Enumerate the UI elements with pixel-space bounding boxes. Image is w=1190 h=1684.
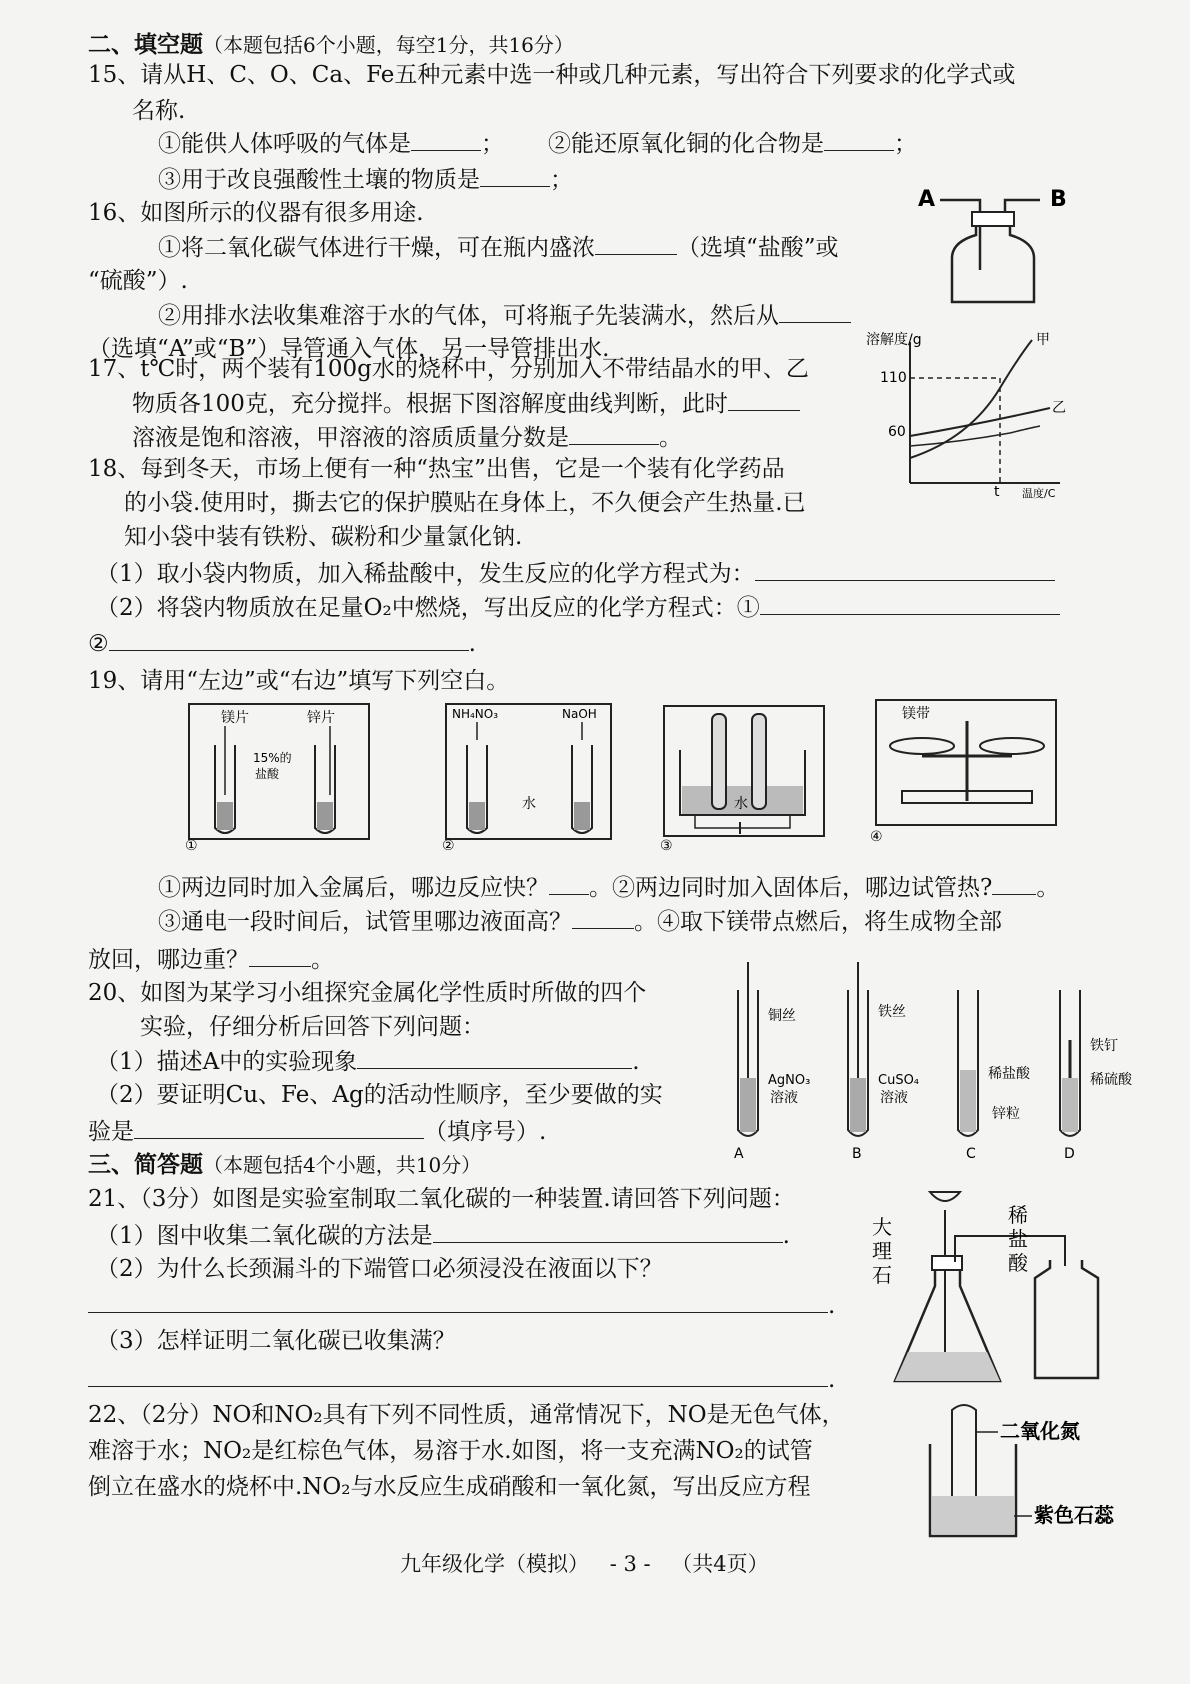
q20-tube-c-label-1: 稀盐酸 xyxy=(988,1066,1030,1082)
q20-label-c: C xyxy=(966,1146,976,1162)
q20-liquid-d xyxy=(1062,1078,1078,1132)
q19-figure-3 xyxy=(660,700,830,854)
q17-solubility-chart xyxy=(860,328,1090,498)
q21-p2-blank[interactable] xyxy=(88,1290,828,1313)
q19-f2-left-label: NH₄NO₃ xyxy=(452,707,499,721)
q20-p1-text: （1）描述A中的实验现象 xyxy=(96,1049,358,1075)
q16-a2: “硫酸”）. xyxy=(88,268,188,294)
q15-b-end: ； xyxy=(894,131,917,157)
section-3-desc: （本题包括4个小题，共10分） xyxy=(203,1153,482,1177)
q19-f2-number: ② xyxy=(442,838,455,854)
q16-b2: （选填“A”或“B”）导管通入气体，另一导管排出水. xyxy=(88,336,610,362)
q17-xlabel: 温度/C xyxy=(1022,487,1056,500)
q16-b1 xyxy=(158,300,851,331)
q17-tick-t: t xyxy=(994,484,1000,500)
q19-f3-tube-right xyxy=(752,714,766,809)
q16-a1 xyxy=(158,232,839,263)
q20-line1: 20、如图为某学习小组探究金属化学性质时所做的四个 xyxy=(88,980,647,1006)
q20-tube-b-label-2: CuSO₄ xyxy=(878,1073,920,1088)
q17-blank-2[interactable] xyxy=(569,422,659,445)
q19-a3-end: 。 xyxy=(311,947,334,973)
q16-fig-label-a: A xyxy=(918,187,936,212)
q19-figure-2 xyxy=(442,700,622,854)
section-2-title: 二、填空题 xyxy=(88,31,203,58)
q16-b1-blank[interactable] xyxy=(779,300,851,323)
q21-p1-blank[interactable] xyxy=(433,1220,783,1243)
q21-p3-dot: . xyxy=(828,1367,836,1393)
q18-p3-text: ② xyxy=(88,631,109,657)
q21-p2: （2）为什么长颈漏斗的下端管口必须浸没在液面以下？ xyxy=(96,1256,663,1282)
q22-line1: 22、（2分）NO和NO₂具有下列不同性质，通常情况下，NO是无色气体， xyxy=(88,1402,845,1428)
q22-label-litmus: 紫色石蕊 xyxy=(1034,1503,1114,1527)
q21-acid-2: 盐 xyxy=(1008,1227,1028,1251)
q19-figure-1 xyxy=(185,700,385,854)
q19-a1-blank-2[interactable] xyxy=(992,872,1036,895)
q20-p1-blank[interactable] xyxy=(357,1046,632,1069)
section-3-title: 三、简答题 xyxy=(88,1151,203,1178)
q15-line1: 15、请从H、C、O、Ca、Fe五种元素中选一种或几种元素，写出符合下列要求的化学式或 xyxy=(88,62,1016,88)
q21-stopper xyxy=(932,1256,962,1270)
section-2-header xyxy=(88,30,574,60)
q15-a-text: ①能供人体呼吸的气体是 xyxy=(158,131,411,157)
q18-line1: 18、每到冬天，市场上便有一种“热宝”出售，它是一个装有化学药品 xyxy=(88,456,785,482)
q19-f2-water-label: 水 xyxy=(522,796,536,812)
q20-p1 xyxy=(96,1046,640,1077)
q19-f4-label: 镁带 xyxy=(902,706,930,722)
q20-tube-a-label-3: 溶液 xyxy=(770,1090,798,1106)
page-footer xyxy=(400,1548,769,1578)
q21-flask-liquid xyxy=(895,1352,1000,1381)
q19-f1-right-label: 锌片 xyxy=(307,710,335,726)
q20-liquid-c xyxy=(960,1070,976,1132)
q20-tube-a-label-2: AgNO₃ xyxy=(768,1073,811,1088)
q20-p1-end: . xyxy=(632,1049,640,1075)
q22-line2: 难溶于水；NO₂是红棕色气体，易溶于水.如图，将一支充满NO₂的试管 xyxy=(88,1438,813,1464)
q17-curve-yi xyxy=(910,408,1050,436)
q17-line2-text: 物质各100克，充分搅拌。根据下图溶解度曲线判断，此时 xyxy=(132,391,728,417)
q16-a1-blank[interactable] xyxy=(595,232,677,255)
q19-a1-end: 。②两边同时加入固体后，哪边试管热? xyxy=(589,875,993,901)
q15-a-end: ； xyxy=(481,131,504,157)
q19-line1: 19、请用“左边”或“右边”填写下列空白。 xyxy=(88,668,510,694)
q15-b-blank[interactable] xyxy=(824,128,894,151)
q21-p3-blank[interactable] xyxy=(88,1364,828,1387)
q20-label-a: A xyxy=(734,1146,744,1162)
q16-fig-label-b: B xyxy=(1050,187,1067,212)
q19-f2-right-label: NaOH xyxy=(562,707,597,721)
q21-co2-apparatus xyxy=(860,1186,1130,1391)
q19-f3-water-label: 水 xyxy=(734,796,748,812)
q19-f3-wire xyxy=(695,815,790,828)
q19-f4-pan-right xyxy=(980,738,1044,754)
q22-label-no2: 二氧化氮 xyxy=(1000,1419,1080,1443)
q19-a3-text: 放回，哪边重？ xyxy=(88,947,249,973)
q19-f1-left-label: 镁片 xyxy=(221,710,249,726)
footer-page: - 3 - xyxy=(609,1552,651,1576)
q19-f3-number: ③ xyxy=(660,838,673,854)
q15-a-blank[interactable] xyxy=(411,128,481,151)
q20-p3-blank[interactable] xyxy=(134,1116,424,1139)
q18-line3: 知小袋中装有铁粉、碳粉和少量氯化钠. xyxy=(124,524,523,550)
q19-a3-blank[interactable] xyxy=(249,944,311,967)
q19-a1-text: ①两边同时加入金属后，哪边反应快？ xyxy=(158,875,549,901)
q20-p3-text: 验是 xyxy=(88,1119,134,1145)
q17-label-yi: 乙 xyxy=(1052,400,1066,416)
q17-line1: 17、t℃时，两个装有100g水的烧杯中，分别加入不带结晶水的甲、乙 xyxy=(88,356,809,382)
q16-bottle-stopper xyxy=(972,212,1014,226)
q15-c xyxy=(158,164,573,195)
q20-tube-a-label-1: 铜丝 xyxy=(768,1008,796,1024)
q20-tube-d-label-1: 铁钉 xyxy=(1090,1038,1118,1054)
q19-a1 xyxy=(158,872,1059,903)
q18-p2-text: （2）将袋内物质放在足量O₂中燃烧，写出反应的化学方程式：① xyxy=(96,595,760,621)
q15-b xyxy=(548,128,917,159)
section-2-desc: （本题包括6个小题，每空1分，共16分） xyxy=(203,33,574,57)
q19-f1-liquid-right xyxy=(317,802,333,830)
q16-a1-end: （选填“盐酸”或 xyxy=(677,235,839,261)
q17-line3-text: 溶液是饱和溶液，甲溶液的溶质质量分数是 xyxy=(132,425,569,451)
q20-test-tubes-figure xyxy=(720,960,1170,1160)
q21-p2-answer xyxy=(88,1290,835,1321)
q20-tube-c-label-2: 锌粒 xyxy=(992,1106,1020,1122)
q19-f1-liquid-left xyxy=(217,802,233,830)
q21-acid-1: 稀 xyxy=(1008,1203,1028,1227)
q17-line3-end: 。 xyxy=(659,425,682,451)
q19-a2-blank[interactable] xyxy=(572,906,634,929)
q21-funnel xyxy=(930,1192,960,1201)
q21-p1 xyxy=(96,1220,790,1251)
q18-p2-blank[interactable] xyxy=(760,592,1060,615)
q17-line3 xyxy=(132,422,682,453)
q21-marble-2: 理 xyxy=(872,1239,892,1263)
q22-beaker-liquid xyxy=(932,1496,1014,1534)
q16-a1-text: ①将二氧化碳气体进行干燥，可在瓶内盛浓 xyxy=(158,235,595,261)
q15-c-text: ③用于改良强酸性土壤的物质是 xyxy=(158,167,480,193)
q17-tick-110: 110 xyxy=(880,370,907,386)
q16-bottle-figure xyxy=(910,180,1080,310)
q18-p3-blank[interactable] xyxy=(109,628,469,651)
q16-bottle-tubes xyxy=(940,200,1040,270)
q17-curve-aux xyxy=(910,426,1040,446)
q18-line2: 的小袋.使用时，撕去它的保护膜贴在身体上，不久便会产生热量.已 xyxy=(124,490,806,516)
footer-total: （共4页） xyxy=(671,1552,769,1576)
q19-a1-end2: 。 xyxy=(1036,875,1060,901)
q20-p3 xyxy=(88,1116,546,1147)
q16-line1: 16、如图所示的仪器有很多用途. xyxy=(88,200,424,226)
q19-a2-text: ③通电一段时间后，试管里哪边液面高？ xyxy=(158,909,572,935)
q20-label-b: B xyxy=(852,1146,862,1162)
q21-collection-bottle xyxy=(1035,1260,1098,1378)
q17-blank-1[interactable] xyxy=(728,388,800,411)
q19-f1-number: ① xyxy=(185,838,198,854)
q18-p1-text: （1）取小袋内物质，加入稀盐酸中，发生反应的化学方程式为： xyxy=(96,561,755,587)
q19-f3-tube-left xyxy=(712,714,726,809)
q15-b-text: ②能还原氧化铜的化合物是 xyxy=(548,131,824,157)
footer-title: 九年级化学（模拟） xyxy=(400,1552,589,1576)
q21-p3-answer xyxy=(88,1364,835,1395)
q22-line3: 倒立在盛水的烧杯中.NO₂与水反应生成硝酸和一氧化氮，写出反应方程 xyxy=(88,1474,811,1500)
q15-c-blank[interactable] xyxy=(480,164,550,187)
q20-tube-b-label-3: 溶液 xyxy=(880,1090,908,1106)
q21-marble-3: 石 xyxy=(872,1263,892,1287)
q17-curve-jia xyxy=(910,340,1032,458)
q19-f1-acid-label-2: 盐酸 xyxy=(255,767,280,781)
q17-label-jia: 甲 xyxy=(1036,332,1050,348)
q20-liquid-a xyxy=(740,1078,756,1132)
q18-p1 xyxy=(96,558,1055,589)
q18-p3-end: . xyxy=(468,631,476,657)
q21-p2-dot: . xyxy=(828,1293,836,1319)
q20-tube-b-label-1: 铁丝 xyxy=(878,1004,906,1020)
q21-p1-end: . xyxy=(782,1223,790,1249)
q21-acid-3: 酸 xyxy=(1008,1251,1028,1275)
q18-p1-blank[interactable] xyxy=(755,558,1055,581)
q17-line2 xyxy=(132,388,800,419)
q21-p3: （3）怎样证明二氧化碳已收集满？ xyxy=(96,1328,456,1354)
q17-ylabel: 溶解度/g xyxy=(866,332,922,348)
q21-line1: 21、（3分）如图是实验室制取二氧化碳的一种装置.请回答下列问题： xyxy=(88,1186,795,1212)
q20-p3-end: （填序号）. xyxy=(424,1119,547,1145)
q19-f4-pan-left xyxy=(890,738,954,754)
q21-marble-1: 大 xyxy=(872,1215,892,1239)
q20-line2: 实验，仔细分析后回答下列问题： xyxy=(140,1014,485,1040)
q19-a3 xyxy=(88,944,334,975)
q17-tick-60: 60 xyxy=(888,424,906,440)
q19-a1-blank[interactable] xyxy=(549,872,589,895)
q20-liquid-b xyxy=(850,1078,866,1132)
q15-line2: 名称. xyxy=(132,98,186,124)
q21-p1-text: （1）图中收集二氧化碳的方法是 xyxy=(96,1223,433,1249)
q16-bottle-body xyxy=(952,226,1034,302)
q20-tube-d-label-2: 稀硫酸 xyxy=(1090,1072,1132,1088)
q19-f2-liquid-left xyxy=(469,802,485,830)
q19-a2-end: 。④取下镁带点燃后，将生成物全部 xyxy=(634,909,1002,935)
q16-b1-text: ②用排水法收集难溶于水的气体，可将瓶子先装满水，然后从 xyxy=(158,303,779,329)
q19-f2-liquid-right xyxy=(574,802,590,830)
q22-beaker-figure xyxy=(924,1404,1144,1544)
q19-figure-4 xyxy=(872,696,1072,846)
q19-f4-number: ④ xyxy=(870,829,883,845)
q19-a2 xyxy=(158,906,1002,937)
section-3-header xyxy=(88,1150,481,1180)
q20-p2: （2）要证明Cu、Fe、Ag的活动性顺序，至少要做的实 xyxy=(96,1082,663,1108)
q20-label-d: D xyxy=(1064,1146,1075,1162)
q15-a xyxy=(158,128,504,159)
q19-f1-acid-label-1: 15%的 xyxy=(253,751,292,765)
q18-p2 xyxy=(96,592,1060,623)
q18-p3 xyxy=(88,628,476,659)
q19-f3-frame xyxy=(664,706,824,836)
q15-c-end: ； xyxy=(550,167,573,193)
